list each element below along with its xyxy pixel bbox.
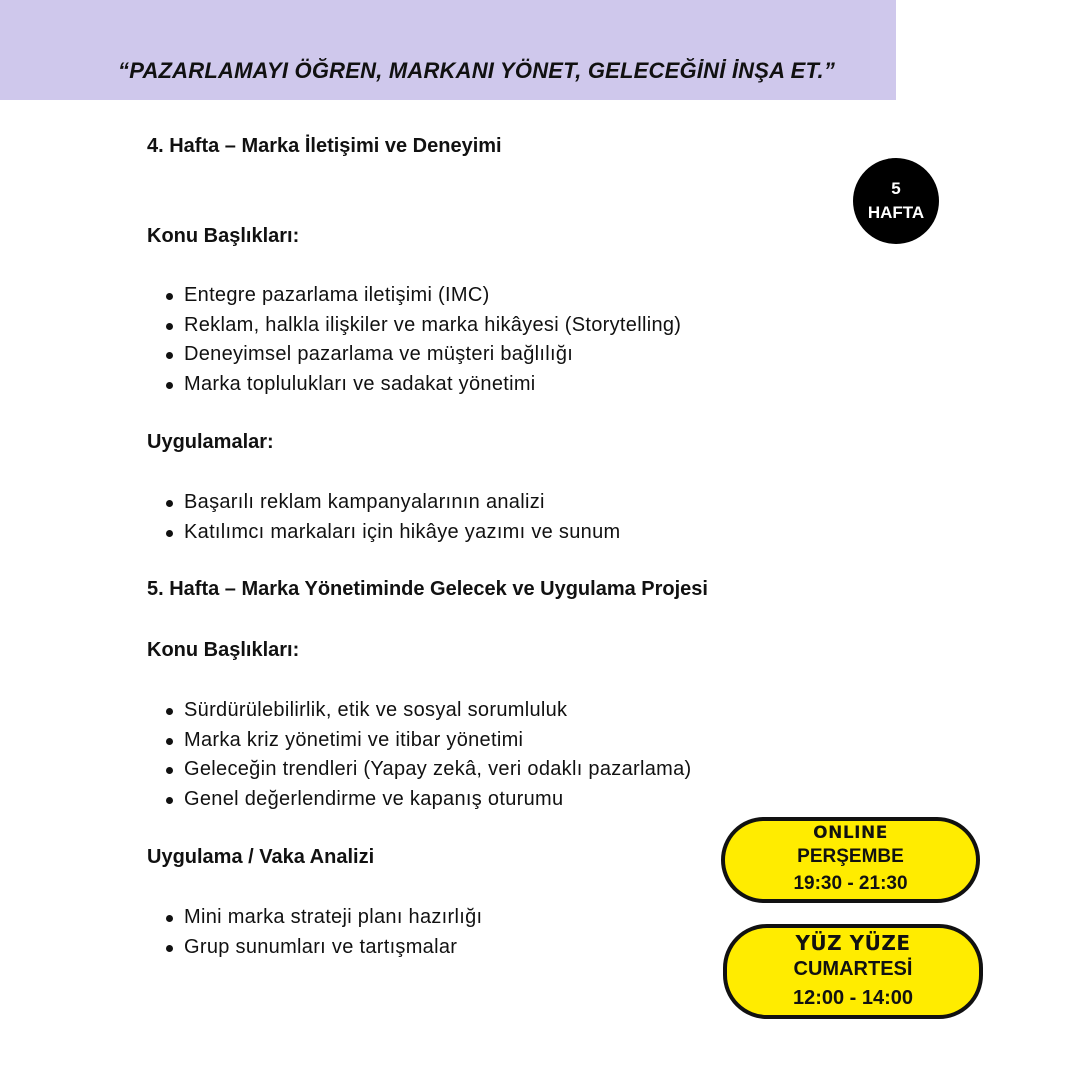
- list-item: Geleceğin trendleri (Yapay zekâ, veri odaklı pazarlama): [164, 755, 691, 785]
- list-item: Genel değerlendirme ve kapanış oturumu: [164, 785, 691, 815]
- face-to-face-mode-label: YÜZ YÜZE: [795, 930, 911, 955]
- list-item: Marka toplulukları ve sadakat yönetimi: [164, 370, 681, 400]
- week-count-number: 5: [891, 179, 901, 198]
- week4-topics-list: [164, 281, 681, 399]
- week5-practice-heading: Uygulama / Vaka Analizi: [147, 846, 375, 868]
- list-item: Katılımcı markaları için hikâye yazımı ve sunum: [164, 518, 620, 548]
- list-item: Mini marka strateji planı hazırlığı: [164, 903, 482, 933]
- week4-practice-heading: Uygulamalar:: [147, 431, 274, 453]
- list-item: Grup sunumları ve tartışmalar: [164, 933, 482, 963]
- slogan-banner: [0, 0, 896, 100]
- online-schedule-badge: [721, 817, 980, 903]
- week5-practice-list: [164, 903, 482, 962]
- week5-topics-heading: Konu Başlıkları:: [147, 639, 300, 661]
- list-item: Başarılı reklam kampanyalarının analizi: [164, 488, 620, 518]
- online-day: PERŞEMBE: [797, 846, 904, 867]
- list-item: Entegre pazarlama iletişimi (IMC): [164, 281, 681, 311]
- week4-practice-list: [164, 488, 620, 547]
- face-to-face-schedule-badge: [723, 924, 983, 1019]
- slogan-text: “PAZARLAMAYI ÖĞREN, MARKANI YÖNET, GELECEĞİNİ İNŞA ET.”: [118, 58, 836, 83]
- list-item: Reklam, halkla ilişkiler ve marka hikâyesi (Storytelling): [164, 311, 681, 341]
- face-to-face-day: CUMARTESİ: [793, 957, 913, 980]
- week-count-badge: [853, 158, 939, 244]
- list-item: Marka kriz yönetimi ve itibar yönetimi: [164, 726, 691, 756]
- list-item: Deneyimsel pazarlama ve müşteri bağlılığı: [164, 340, 681, 370]
- week-count-label: HAFTA: [867, 203, 925, 222]
- online-time: 19:30 - 21:30: [793, 873, 908, 894]
- list-item: Sürdürülebilirlik, etik ve sosyal sorumluluk: [164, 696, 691, 726]
- online-mode-label: ONLINE: [813, 823, 888, 843]
- face-to-face-time: 12:00 - 14:00: [792, 986, 914, 1009]
- week4-topics-heading: Konu Başlıkları:: [147, 225, 300, 247]
- week4-title: 4. Hafta – Marka İletişimi ve Deneyimi: [147, 135, 502, 157]
- week5-title: 5. Hafta – Marka Yönetiminde Gelecek ve Uygulama Projesi: [147, 578, 708, 600]
- week5-topics-list: [164, 696, 691, 814]
